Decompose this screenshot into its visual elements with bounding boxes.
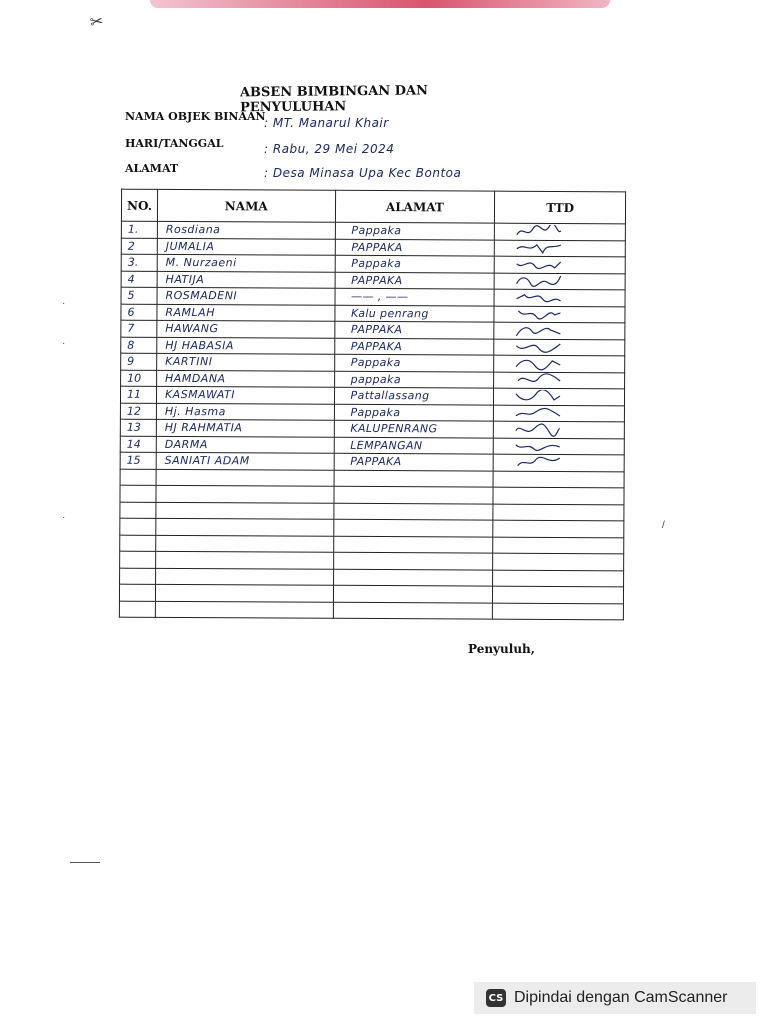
empty-cell: [120, 518, 156, 535]
cell-no: 10: [121, 370, 157, 387]
cell-no: 1.: [121, 221, 157, 238]
empty-cell: [156, 469, 334, 486]
cell-ttd: [494, 405, 625, 422]
signature-scribble: [514, 439, 562, 453]
signature-scribble: [514, 373, 562, 387]
signature-scribble: [515, 307, 563, 321]
empty-cell: [493, 603, 624, 620]
empty-cell: [156, 551, 334, 568]
header-nama: NAMA: [157, 189, 335, 222]
empty-cell: [120, 568, 156, 585]
cell-ttd: [494, 289, 625, 306]
header-no: NO.: [121, 189, 157, 221]
empty-cell: [333, 569, 493, 586]
empty-cell: [119, 601, 155, 618]
empty-table-row: [119, 601, 623, 620]
cell-nama: Rosdiana: [157, 221, 335, 238]
empty-cell: [333, 585, 493, 602]
header-alamat: ALAMAT: [335, 190, 495, 223]
cell-alamat: —— , ——: [335, 288, 495, 305]
empty-cell: [493, 487, 624, 504]
empty-cell: [155, 584, 333, 601]
cell-ttd: [494, 322, 625, 339]
table-header-row: [121, 189, 625, 224]
cell-alamat: pappaka: [334, 371, 494, 388]
cell-alamat: Pattallassang: [334, 387, 494, 404]
attendance-table: [119, 189, 626, 614]
cell-nama: KASMAWATI: [156, 386, 334, 403]
cell-nama: DARMA: [156, 436, 334, 453]
empty-cell: [120, 485, 156, 502]
cell-nama: Hj. Hasma: [156, 403, 334, 420]
cell-nama: ROSMADENI: [157, 287, 335, 304]
field-label-hari-tanggal: HARI/TANGGAL: [125, 137, 224, 150]
cell-ttd: [495, 223, 626, 240]
field-value-nama-objek: : MT. Manarul Khair: [264, 116, 389, 130]
signature-scribble: [514, 389, 562, 403]
signature-scribble: [514, 455, 562, 469]
header-ttd: TTD: [495, 191, 626, 224]
cell-no: 2: [121, 238, 157, 255]
empty-cell: [493, 570, 624, 587]
cell-nama: JUMALIA: [157, 238, 335, 255]
empty-cell: [493, 520, 624, 537]
cell-no: 12: [120, 403, 156, 420]
cell-alamat: LEMPANGAN: [334, 437, 494, 454]
cell-no: 15: [120, 452, 156, 469]
cell-nama: HAMDANA: [157, 370, 335, 387]
cell-ttd: [494, 273, 625, 290]
cell-alamat: PAPPAKA: [334, 453, 494, 470]
cell-ttd: [494, 306, 625, 323]
scan-speck: ·: [62, 512, 66, 523]
empty-cell: [156, 535, 334, 552]
cell-nama: HJ RAHMATIA: [156, 419, 334, 436]
signature-scribble: [514, 422, 562, 436]
cell-no: 11: [120, 386, 156, 403]
signature-scribble: [514, 356, 562, 370]
empty-cell: [333, 519, 493, 536]
empty-cell: [155, 568, 333, 585]
top-paper-strip: [150, 0, 610, 8]
empty-cell: [493, 471, 624, 488]
cell-nama: HATIJA: [157, 271, 335, 288]
cell-nama: M. Nurzaeni: [157, 254, 335, 271]
cell-nama: SANIATI ADAM: [156, 452, 334, 469]
cell-no: 7: [121, 320, 157, 337]
signature-scribble: [515, 257, 563, 271]
penyuluh-label: Penyuluh,: [468, 642, 535, 656]
camscanner-logo-icon: CS: [486, 989, 506, 1007]
cell-alamat: Pappaka: [335, 255, 495, 272]
camscanner-text: Dipindai dengan CamScanner: [514, 989, 728, 1006]
empty-cell: [333, 503, 493, 520]
empty-cell: [493, 586, 624, 603]
empty-cell: [333, 536, 493, 553]
cell-no: 6: [121, 304, 157, 321]
signature-scribble: [515, 340, 563, 354]
scan-line-mark: [70, 862, 100, 863]
cell-nama: HAWANG: [157, 320, 335, 337]
empty-cell: [120, 551, 156, 568]
empty-cell: [493, 537, 624, 554]
empty-cell: [156, 502, 334, 519]
cell-nama: RAMLAH: [157, 304, 335, 321]
cell-ttd: [495, 240, 626, 257]
empty-cell: [333, 602, 493, 619]
cell-alamat: PAPPAKA: [335, 272, 495, 289]
cell-nama: KARTINI: [157, 353, 335, 370]
cell-alamat: Pappaka: [335, 222, 495, 239]
empty-cell: [120, 535, 156, 552]
cell-no: 9: [121, 353, 157, 370]
cell-no: 5: [121, 287, 157, 304]
empty-cell: [156, 518, 334, 535]
signature-scribble: [515, 274, 563, 288]
cell-ttd: [494, 355, 625, 372]
empty-cell: [334, 470, 494, 487]
cell-no: 14: [120, 436, 156, 453]
cell-alamat: PAPPAKA: [335, 239, 495, 256]
field-value-alamat: : Desa Minasa Upa Kec Bontoa: [264, 166, 462, 180]
empty-cell: [120, 469, 156, 486]
empty-cell: [333, 486, 493, 503]
cell-alamat: KALUPENRANG: [334, 420, 494, 437]
cell-no: 8: [121, 337, 157, 354]
cell-no: 13: [120, 419, 156, 436]
cell-ttd: [494, 256, 625, 273]
empty-cell: [155, 601, 333, 618]
empty-cell: [120, 502, 156, 519]
cell-ttd: [494, 372, 625, 389]
cell-ttd: [494, 388, 625, 405]
signature-scribble: [515, 290, 563, 304]
cell-ttd: [493, 454, 624, 471]
cell-ttd: [494, 339, 625, 356]
signature-scribble: [515, 224, 563, 238]
cell-alamat: Pappaka: [334, 354, 494, 371]
cell-alamat: Kalu penrang: [334, 305, 494, 322]
field-label-alamat: ALAMAT: [125, 162, 179, 175]
document-title: ABSEN BIMBINGAN DAN PENYULUHAN: [239, 83, 429, 116]
cell-alamat: Pappaka: [334, 404, 494, 421]
empty-cell: [493, 553, 624, 570]
cell-alamat: PAPPAKA: [334, 338, 494, 355]
cell-no: 4: [121, 271, 157, 288]
signature-scribble: [514, 406, 562, 420]
cell-ttd: [494, 421, 625, 438]
empty-cell: [493, 504, 624, 521]
cell-nama: HJ HABASIA: [157, 337, 335, 354]
scan-speck: ·: [62, 298, 66, 309]
scan-speck: ·: [62, 338, 66, 349]
field-label-nama-objek: NAMA OBJEK BINAAN: [125, 110, 266, 123]
cell-ttd: [493, 438, 624, 455]
empty-cell: [333, 552, 493, 569]
cell-no: 3.: [121, 254, 157, 271]
field-value-hari-tanggal: : Rabu, 29 Mei 2024: [264, 142, 395, 156]
signature-scribble: [515, 241, 563, 255]
scan-speck: /: [662, 520, 665, 531]
camscanner-watermark: [474, 982, 756, 1014]
cell-alamat: PAPPAKA: [334, 321, 494, 338]
signature-scribble: [515, 323, 563, 337]
empty-cell: [119, 584, 155, 601]
staple-mark-icon: ✂: [88, 13, 105, 32]
empty-cell: [156, 485, 334, 502]
